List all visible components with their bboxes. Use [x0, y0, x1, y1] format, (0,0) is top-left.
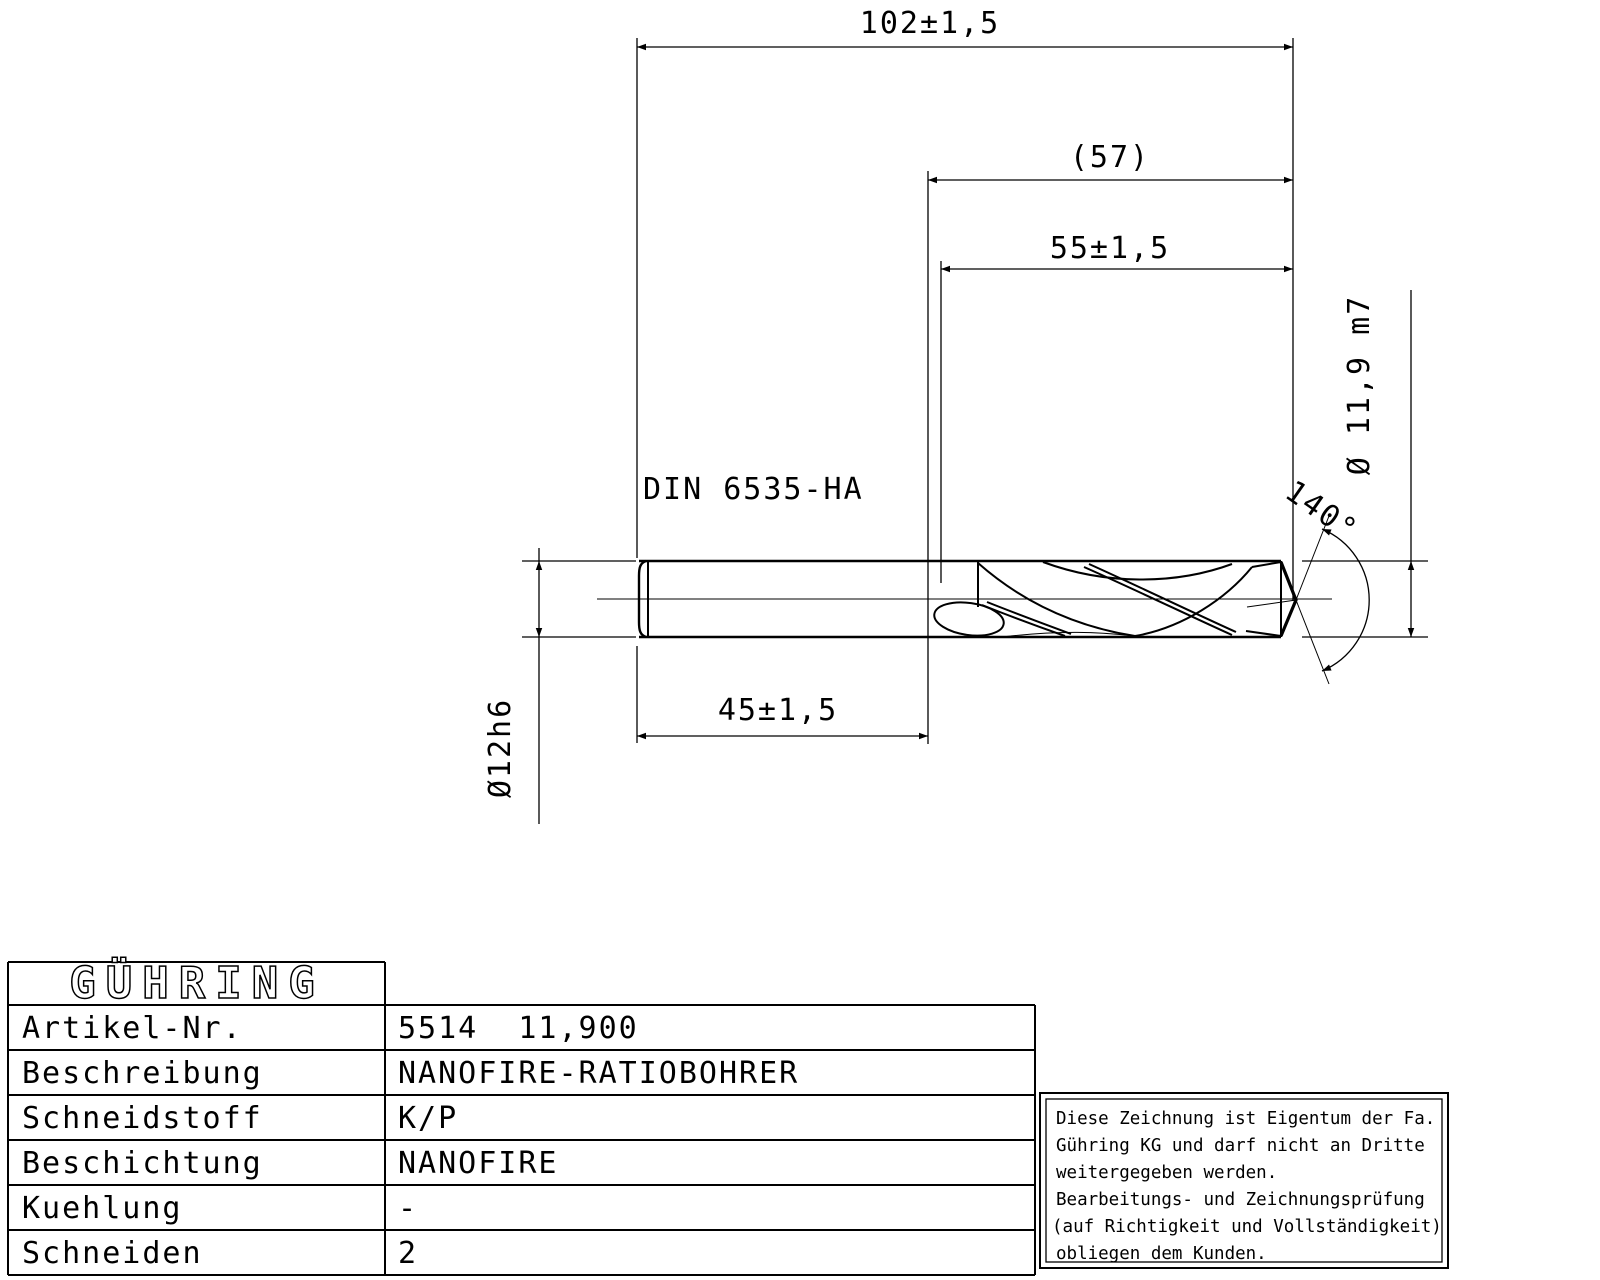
extension-lines [522, 38, 1428, 824]
disclaimer-line: (auf Richtigkeit und Vollständigkeit) [1052, 1217, 1442, 1237]
row-label: Beschichtung [22, 1146, 263, 1181]
row-label: Kuehlung [22, 1191, 183, 1226]
row-label: Beschreibung [22, 1056, 263, 1091]
disclaimer-line: weitergegeben werden. [1056, 1163, 1278, 1183]
dim-flute-length-ref: (57) [1069, 140, 1151, 175]
dim-flute-length: 55±1,5 [1049, 231, 1171, 266]
row-value: NANOFIRE-RATIOBOHRER [398, 1056, 800, 1091]
drill-outline [639, 561, 1296, 640]
disclaimer-line: Gühring KG und darf nicht an Dritte [1056, 1136, 1425, 1156]
shank-standard-label: DIN 6535-HA [643, 472, 864, 507]
guehring-logo: GÜHRING [69, 958, 325, 1009]
row-value: NANOFIRE [398, 1146, 559, 1181]
disclaimer-line: Diese Zeichnung ist Eigentum der Fa. [1056, 1109, 1436, 1129]
row-label: Schneidstoff [22, 1101, 263, 1136]
row-value: - [398, 1191, 419, 1226]
disclaimer-box [1040, 1093, 1448, 1268]
row-label: Artikel-Nr. [22, 1011, 243, 1046]
row-value: 5514 11,900 [398, 1011, 639, 1046]
disclaimer-line: obliegen dem Kunden. [1056, 1244, 1267, 1264]
dim-shank-diameter: Ø12h6 [483, 697, 518, 799]
row-label: Schneiden [22, 1236, 203, 1271]
dim-shank-length: 45±1,5 [717, 693, 839, 728]
dim-point-angle: 140° [1278, 473, 1365, 549]
disclaimer-line: Bearbeitungs- und Zeichnungsprüfung [1056, 1190, 1425, 1210]
row-value: K/P [398, 1101, 459, 1136]
dim-overall-length: 102±1,5 [859, 6, 1001, 41]
row-value: 2 [398, 1236, 419, 1271]
dim-point-diameter: Ø 11,9 m7 [1342, 294, 1377, 476]
